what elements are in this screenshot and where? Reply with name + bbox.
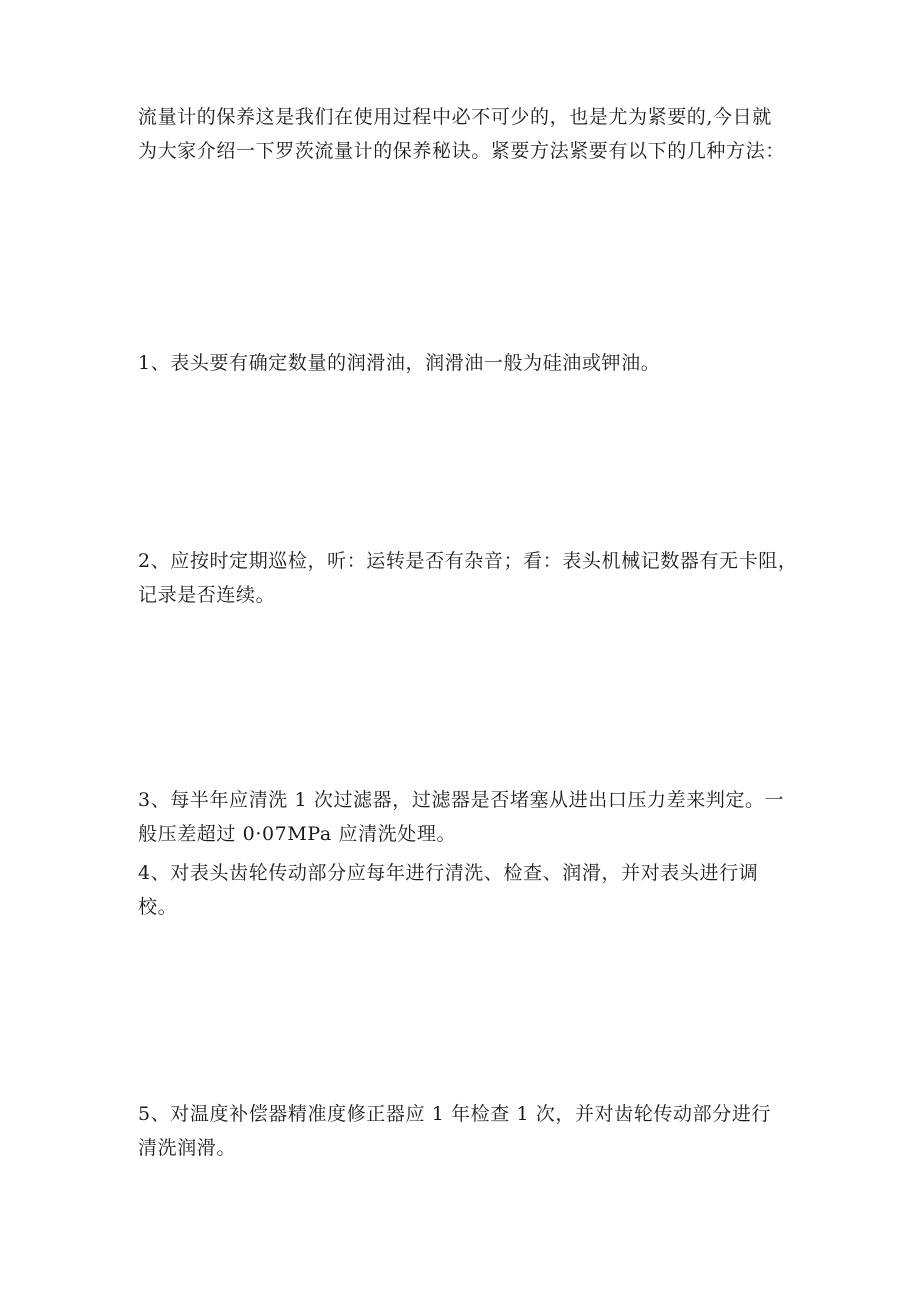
maintenance-item-3: 3、每半年应清洗 1 次过滤器，过滤器是否堵塞从进出口压力差来判定。一 般压差超过 0·07MPa 应清洗处理。 [138, 789, 785, 845]
intro-paragraph: 流量计的保养这是我们在使用过程中必不可少的，也是尤为紧要的,今日就 为大家介绍一下罗茨流量计的保养秘诀。紧要方法紧要有以下的几种方法： [138, 106, 785, 162]
maintenance-item-4: 4、对表头齿轮传动部分应每年进行清洗、检查、润滑，并对表头进行调 校。 [138, 862, 759, 918]
maintenance-item-1: 1、表头要有确定数量的润滑油，润滑油一般为硅油或钾油。 [138, 352, 661, 374]
maintenance-item-2: 2、应按时定期巡检，听：运转是否有杂音；看：表头机械记数器有无卡阻， 记录是否连续。 [138, 550, 798, 606]
maintenance-item-5: 5、对温度补偿器精准度修正器应 1 年检查 1 次，并对齿轮传动部分进行 清洗润滑。 [138, 1103, 772, 1159]
